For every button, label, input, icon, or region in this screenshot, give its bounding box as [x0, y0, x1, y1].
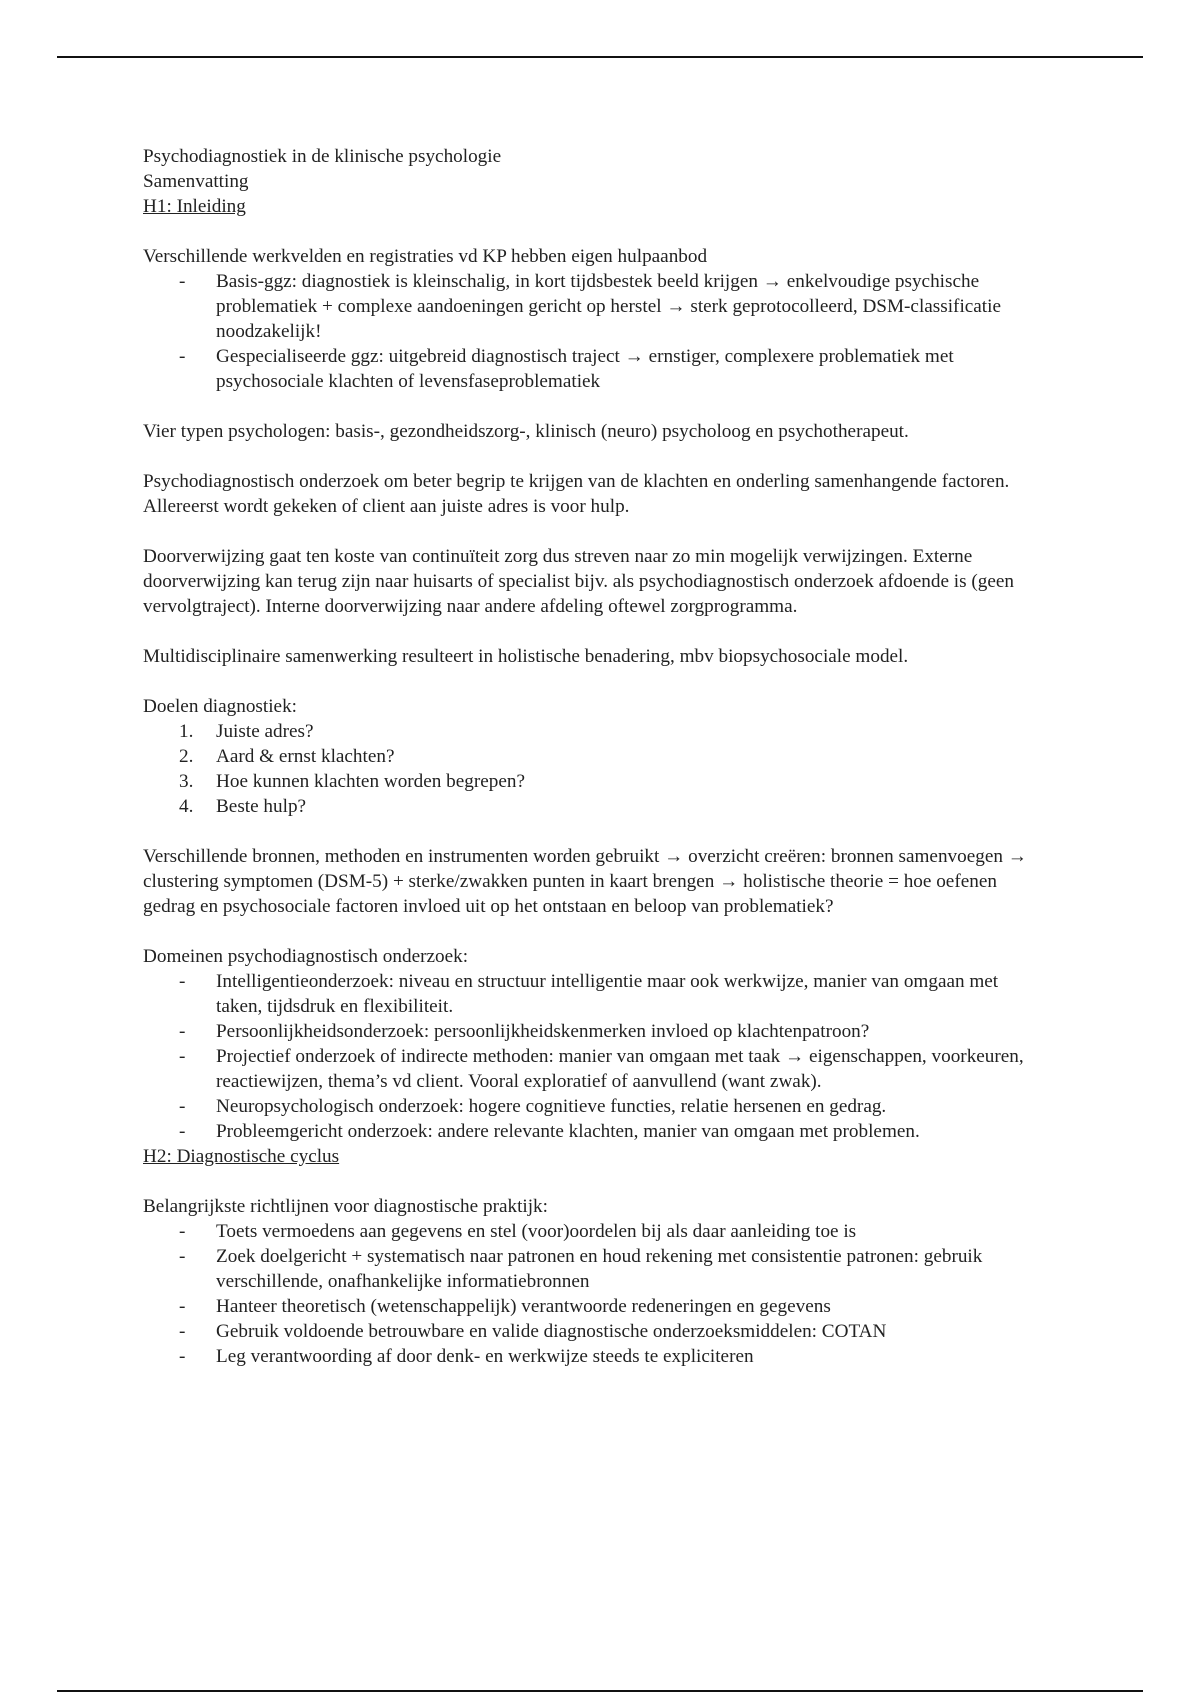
list-item: - Hanteer theoretisch (wetenschappelijk) verantwoorde redeneringen en gegevens [179, 1296, 831, 1317]
doelen-list [143, 719, 1043, 819]
list-item: - Basis-ggz: diagnostiek is kleinschalig, in kort tijdsbestek beeld krijgen → enkelvoudige psychische problematiek + complexe aandoeningen gericht op herstel → sterk geprotocolleerd, DSM-classificatie noodzakelijk! [179, 271, 1001, 342]
paragraph-multidisciplinair: Multidisciplinaire samenwerking resulteert in holistische benadering, mbv biopsychosociale model. [143, 646, 909, 667]
document-subtitle: Samenvatting [143, 171, 249, 192]
dash-marker: - [179, 971, 186, 992]
paragraph-bronnen: Verschillende bronnen, methoden en instrumenten worden gebruikt → overzicht creëren: bronnen samenvoegen → clustering symptomen (DSM-5) + sterke/zwakken punten in kaart brengen → holistische theorie = hoe oefenen gedrag en psychosociale factoren invloed uit op het ontstaan en beloop van problematiek? [143, 846, 1027, 917]
paragraph-typen: Vier typen psychologen: basis-, gezondheidszorg-, klinisch (neuro) psycholoog en psychotherapeut. [143, 421, 909, 442]
number-marker: 3. [179, 771, 194, 792]
paragraph-onderzoek: Psychodiagnostisch onderzoek om beter begrip te krijgen van de klachten en onderling samenhangende factoren. Allereerst wordt gekeken of client aan juiste adres is voor hulp. [143, 471, 1010, 517]
list-item: - Intelligentieonderzoek: niveau en structuur intelligentie maar ook werkwijze, manier van omgaan met taken, tijdsdruk en flexibiliteit. [179, 971, 999, 1017]
number-marker: 4. [179, 796, 194, 817]
list-item: - Zoek doelgericht + systematisch naar patronen en houd rekening met consistentie patronen: gebruik verschillende, onafhankelijke informatiebronnen [179, 1246, 983, 1292]
list-item: - Persoonlijkheidsonderzoek: persoonlijkheidskenmerken invloed op klachtenpatroon? [179, 1021, 870, 1042]
list-item: - Leg verantwoording af door denk- en werkwijze steeds te expliciteren [179, 1346, 754, 1367]
list-item: 3. Hoe kunnen klachten worden begrepen? [179, 771, 526, 792]
dash-marker: - [179, 1121, 186, 1142]
domeinen-list [143, 969, 1043, 1144]
section-heading-h2: H2: Diagnostische cyclus [143, 1146, 340, 1167]
number-marker: 1. [179, 721, 194, 742]
paragraph-doorverwijzing: Doorverwijzing gaat ten koste van continuïteit zorg dus streven naar zo min mogelijk verwijzingen. Externe doorverwijzing kan terug zijn naar huisarts of specialist bijv. als psychodiagnostisch onderzoek afdoende is (geen vervolgtraject). Interne doorverwijzing naar andere afdeling oftewel zorgprogramma. [143, 546, 1014, 617]
header-rule [57, 56, 1143, 58]
paragraph-richtlijnen: Belangrijkste richtlijnen voor diagnostische praktijk: [143, 1196, 548, 1217]
dash-marker: - [179, 1346, 186, 1367]
list-item: 2. Aard & ernst klachten? [179, 746, 395, 767]
dash-marker: - [179, 1046, 186, 1067]
list-item: - Projectief onderzoek of indirecte methoden: manier van omgaan met taak → eigenschappen, voorkeuren, reactiewijzen, thema’s vd client. Vooral exploratief of aanvullend (want zwak). [179, 1046, 1024, 1092]
dash-marker: - [179, 1321, 186, 1342]
section-heading-h1: H1: Inleiding [143, 196, 246, 217]
paragraph-domeinen: Domeinen psychodiagnostisch onderzoek: [143, 946, 469, 967]
list-item: - Gespecialiseerde ggz: uitgebreid diagnostisch traject → ernstiger, complexere problematiek met psychosociale klachten of levensfaseproblematiek [179, 346, 954, 392]
list-item: - Gebruik voldoende betrouwbare en valide diagnostische onderzoeksmiddelen: COTAN [179, 1321, 887, 1342]
list-item: 1. Juiste adres? [179, 721, 314, 742]
dash-marker: - [179, 1021, 186, 1042]
footer-rule [57, 1690, 1143, 1692]
dash-marker: - [179, 271, 186, 292]
list-item: - Probleemgericht onderzoek: andere relevante klachten, manier van omgaan met problemen. [179, 1121, 920, 1142]
document-title: Psychodiagnostiek in de klinische psychologie [143, 146, 502, 167]
dash-marker: - [179, 1221, 186, 1242]
number-marker: 2. [179, 746, 194, 767]
werkvelden-list [143, 269, 1043, 394]
dash-marker: - [179, 346, 186, 367]
dash-marker: - [179, 1246, 186, 1267]
list-item: 4. Beste hulp? [179, 796, 307, 817]
list-item: - Neuropsychologisch onderzoek: hogere cognitieve functies, relatie hersenen en gedrag. [179, 1096, 887, 1117]
list-item: - Toets vermoedens aan gegevens en stel (voor)oordelen bij als daar aanleiding toe is [179, 1221, 857, 1242]
dash-marker: - [179, 1096, 186, 1117]
richtlijnen-list [143, 1219, 1043, 1369]
paragraph-werkvelden: Verschillende werkvelden en registraties vd KP hebben eigen hulpaanbod [143, 246, 708, 267]
paragraph-doelen: Doelen diagnostiek: [143, 696, 297, 717]
document-body [143, 144, 1043, 1369]
dash-marker: - [179, 1296, 186, 1317]
